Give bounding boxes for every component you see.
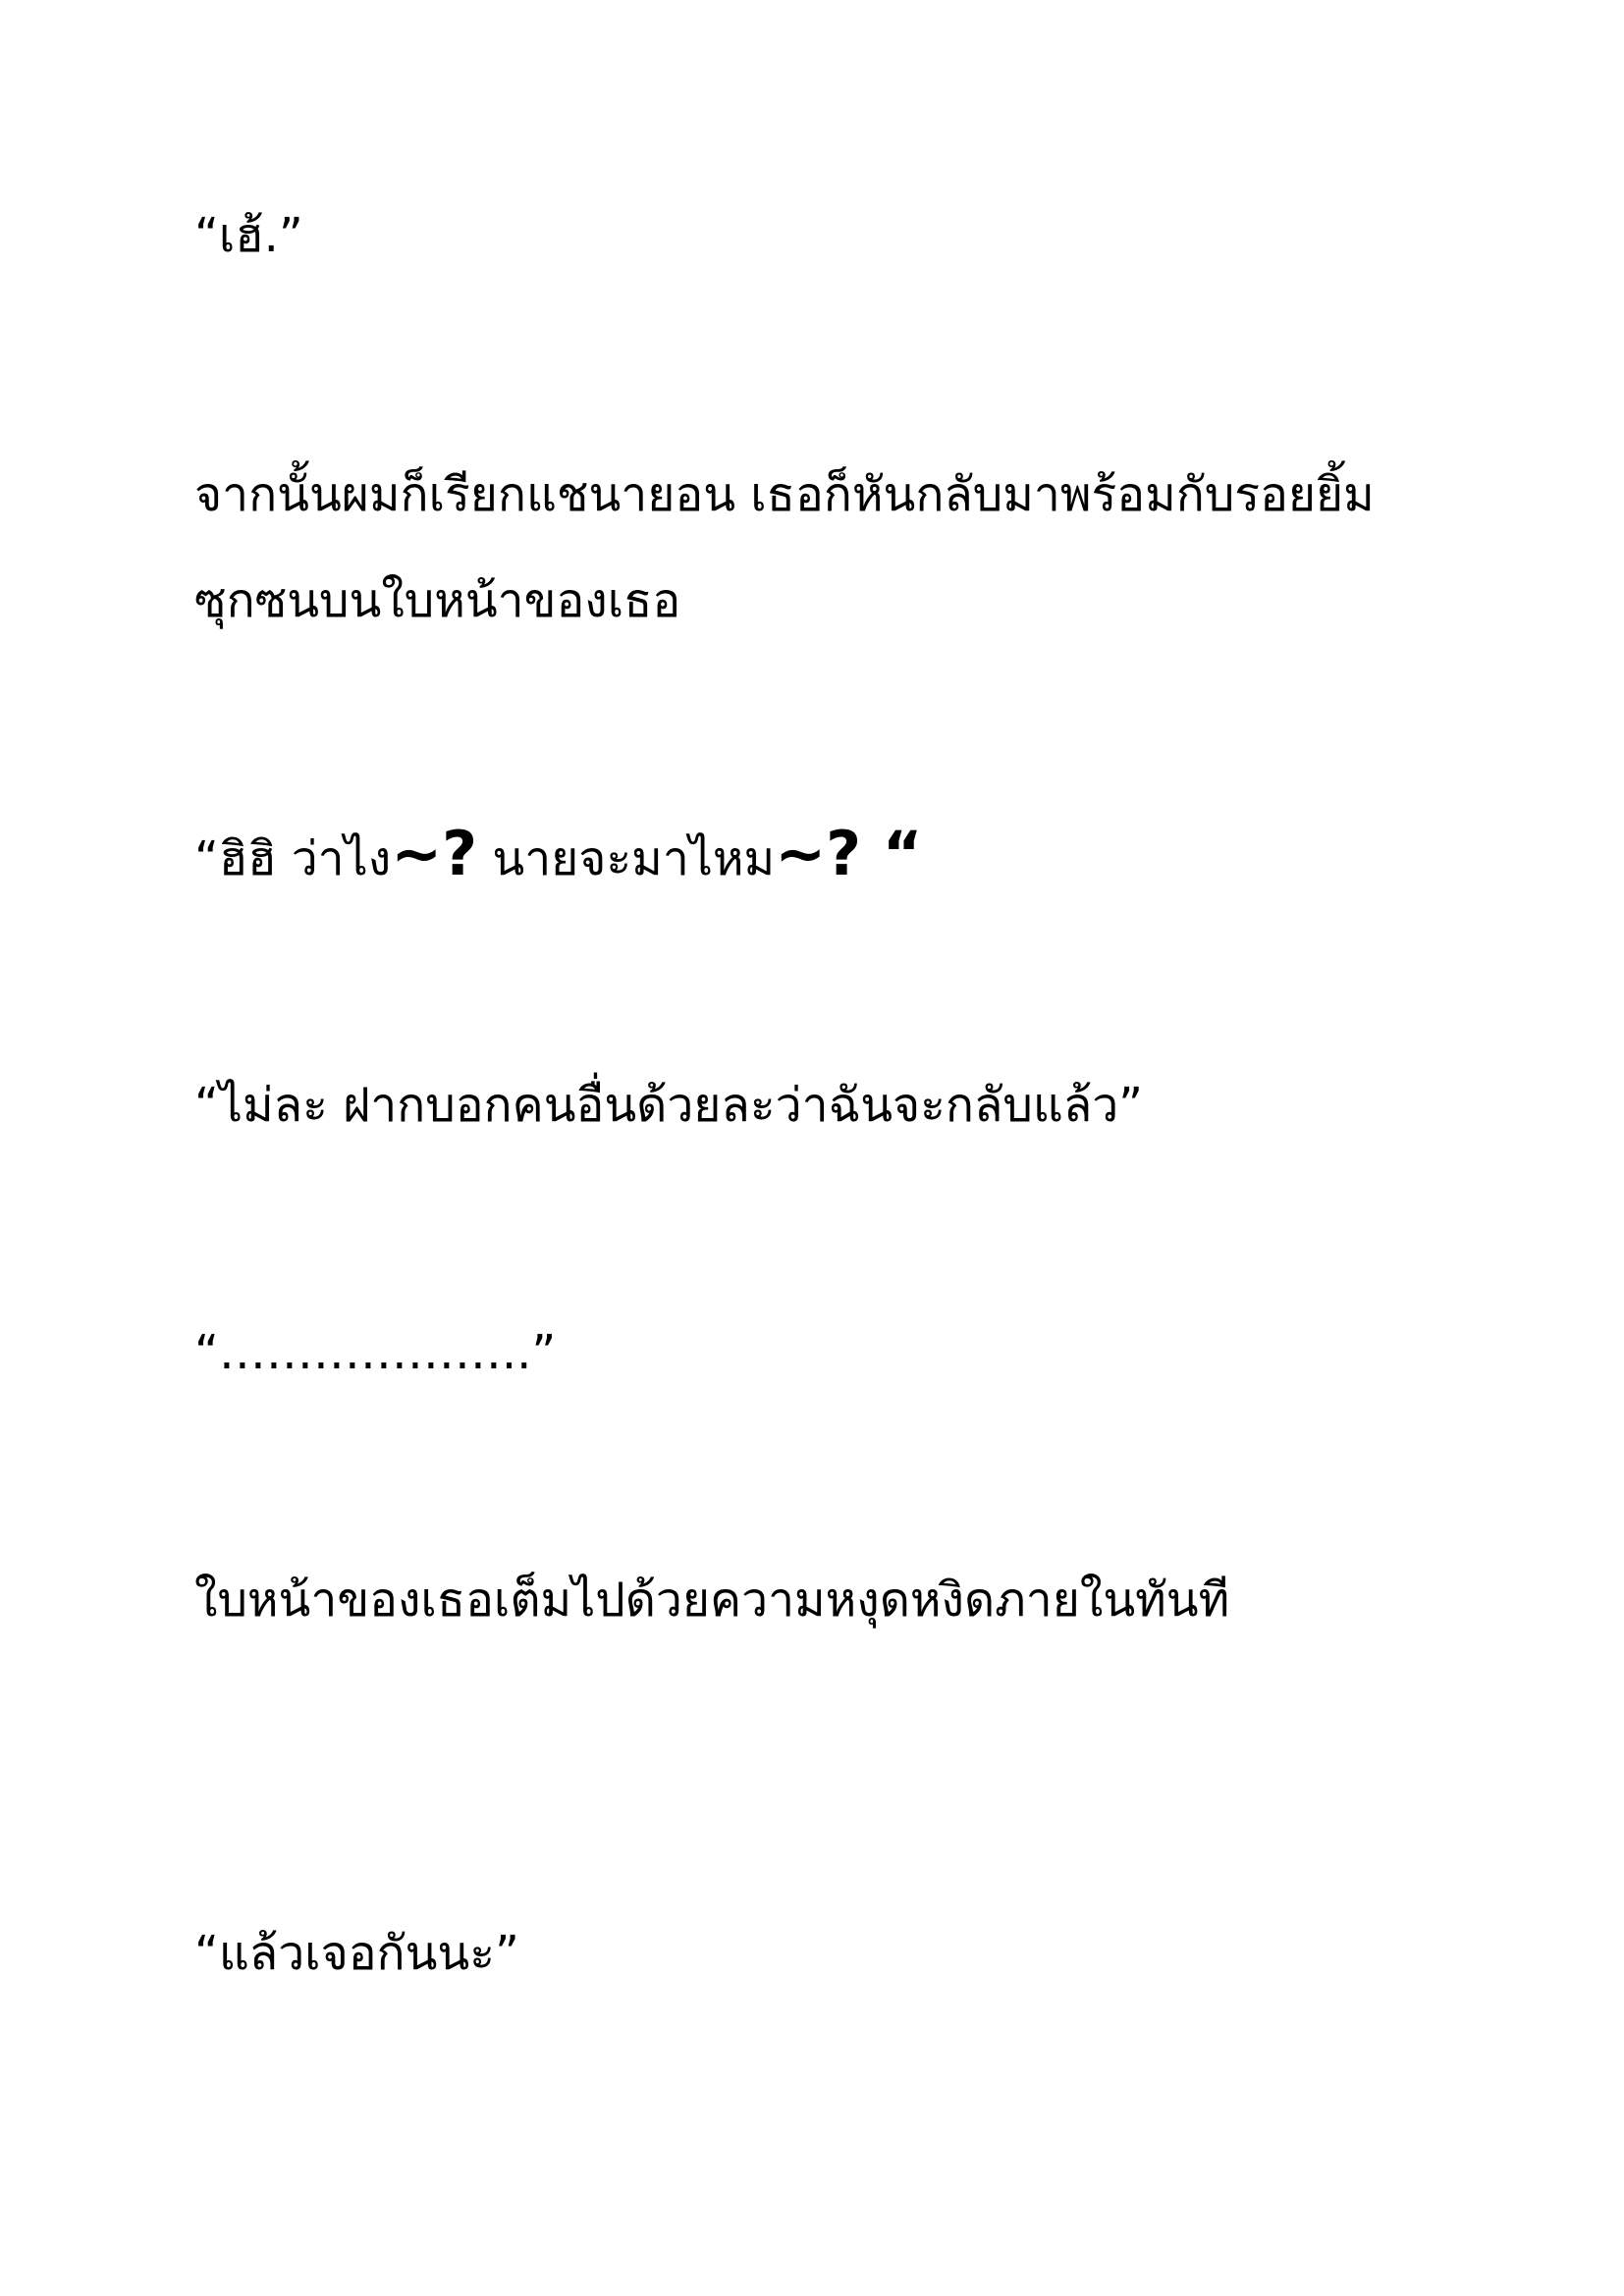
dialogue-line: “แล้วเจอกันนะ” [194,1926,519,1981]
dialogue-mark: ~? “ [775,818,923,889]
dialogue-mark: ~? [391,818,478,889]
dialogue-text: นายจะมาไหม [477,831,776,886]
dialogue-line: “เฮ้.” [194,208,303,263]
ellipsis-line: “………………..” [194,1325,557,1380]
dialogue-text: “ฮิฮิ ว่าไง [194,831,392,886]
dialogue-line [194,818,923,889]
narration-line: จากนั้นผมก็เรียกแชนายอน เธอก็หันกลับมาพร้อมกับรอยยิ้ม [194,467,1375,522]
narration-line: ซุกซนบนใบหน้าของเธอ [194,573,681,628]
narration-line: ใบหน้าของเธอเต็มไปด้วยความหงุดหงิดภายในทันที [194,1573,1230,1628]
dialogue-line: “ไม่ละ ฝากบอกคนอื่นด้วยละว่าฉันจะกลับแล้ว” [194,1078,1144,1133]
